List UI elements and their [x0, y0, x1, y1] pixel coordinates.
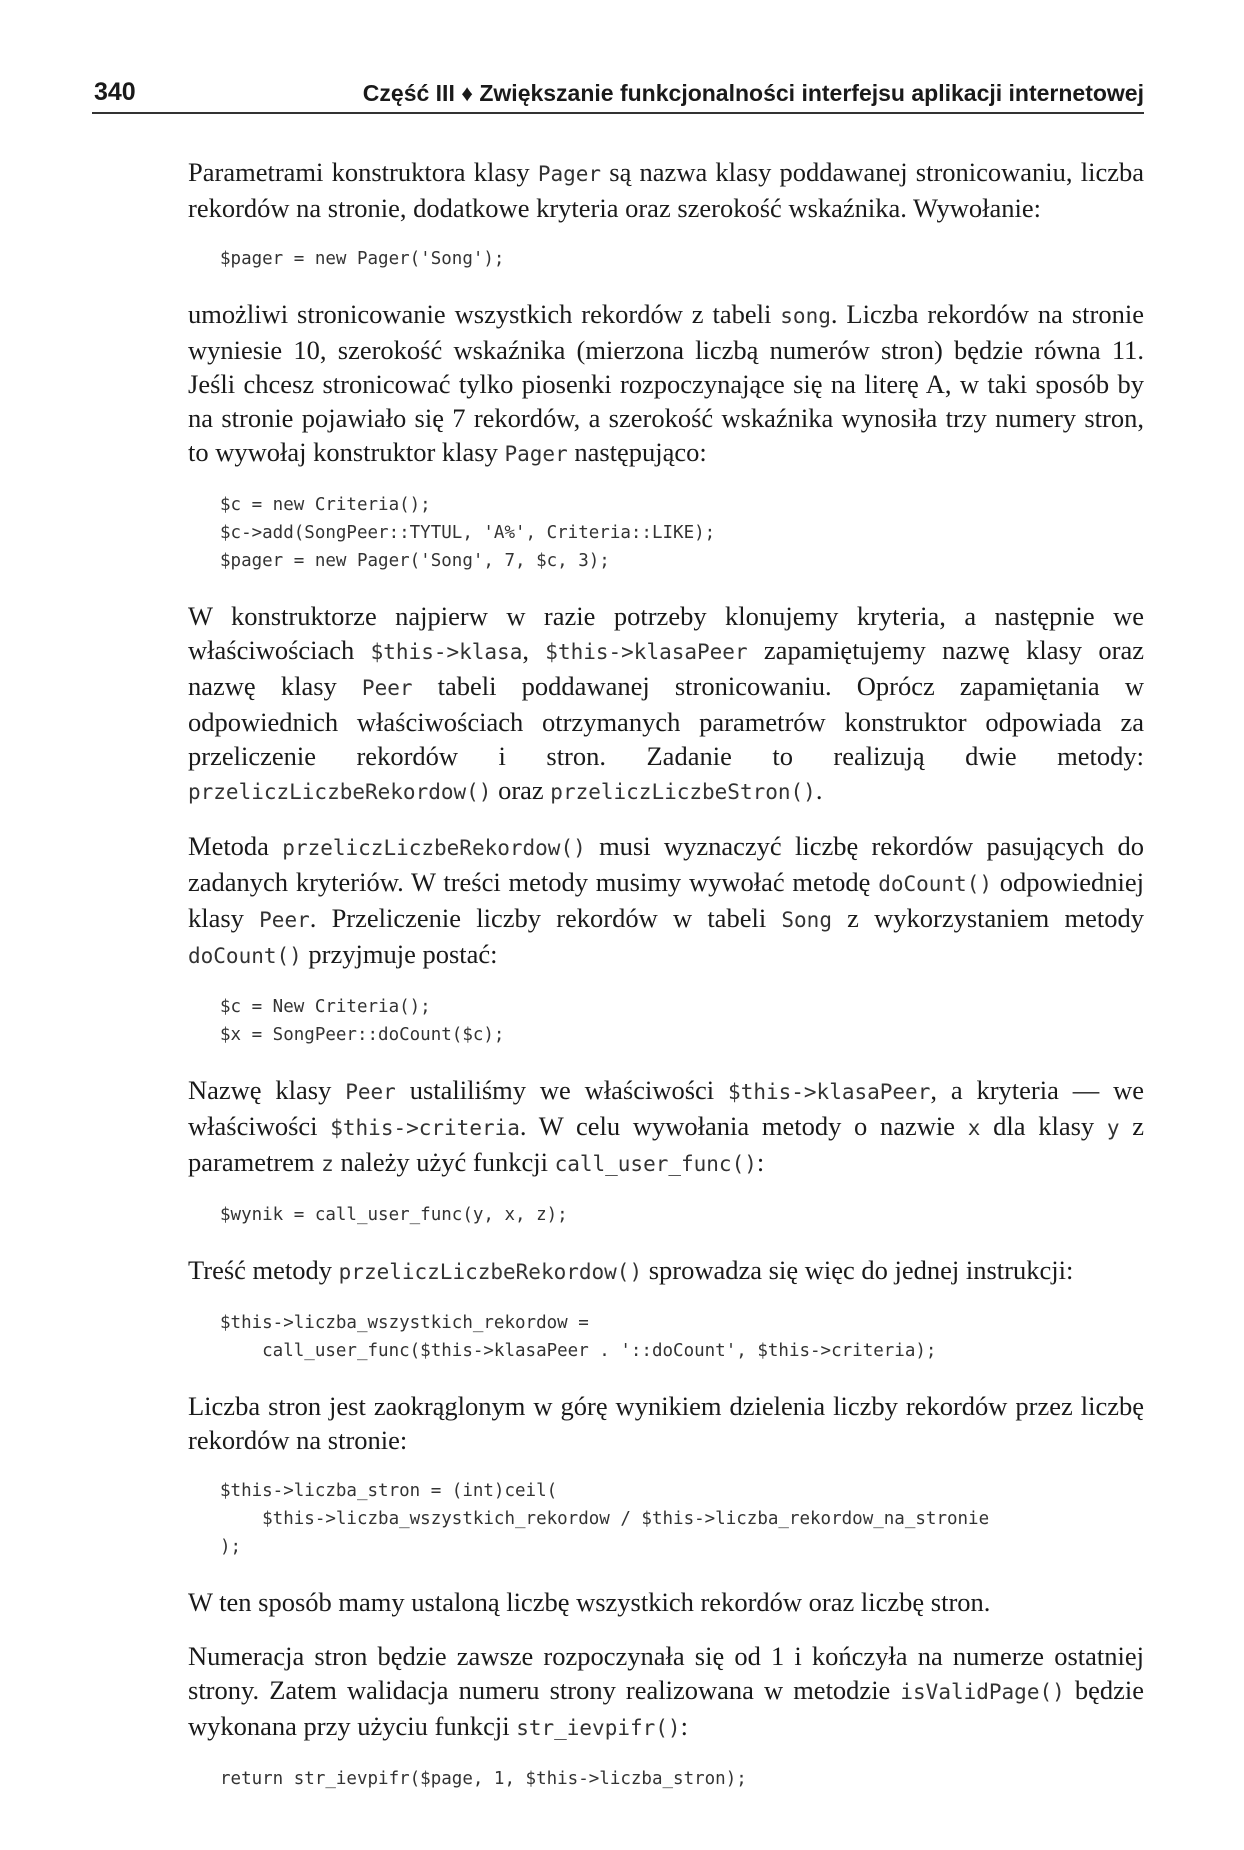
- text: . W celu wywołania metody o nazwie: [519, 1111, 968, 1141]
- text: W ten sposób mamy ustaloną liczbę wszystkich rekordów oraz liczbę stron.: [188, 1587, 991, 1617]
- page-content: [188, 155, 1144, 1817]
- inline-code: Peer: [259, 908, 310, 932]
- text: Numeracja stron będzie zawsze rozpoczynała się od 1 i kończyła na numerze ostatniej strony. Zatem walidacja numeru strony realizowana w metodzie: [188, 1641, 1144, 1705]
- text: z wykorzystaniem metody: [831, 903, 1144, 933]
- text: Nazwę klasy: [188, 1075, 346, 1105]
- code-block: $c = new Criteria(); $c->add(SongPeer::TYTUL, 'A%', Criteria::LIKE); $pager = new Pager('Song', 7, $c, 3);: [220, 495, 716, 571]
- text: są nazwa klasy poddawanej stronicowaniu, liczba rekordów na stronie, dodatkowe kryteria oraz szerokość wskaźnika. Wywołanie:: [188, 157, 1144, 223]
- inline-code: przeliczLiczbeStron(): [550, 780, 816, 804]
- inline-code: przeliczLiczbeRekordow(): [282, 836, 586, 860]
- inline-code: $this->klasa: [370, 640, 523, 664]
- text: musi wyznaczyć liczbę rekordów pasujących do zadanych kryteriów. W treści metody musimy wywołać metodę: [188, 831, 1144, 897]
- page-header: [92, 72, 1144, 114]
- text: tabeli poddawanej stronicowaniu. Oprócz zapamiętania w odpowiednich właściwościach otrzymanych parametrów konstruktor odpowiada za przeliczenie rekordów i stron. Zadanie to realizują dwie metody:: [188, 671, 1144, 771]
- text: z parametrem: [188, 1111, 1145, 1177]
- inline-code: z: [321, 1152, 334, 1176]
- inline-code: call_user_func(): [554, 1152, 757, 1176]
- inline-code: przeliczLiczbeRekordow(): [338, 1260, 643, 1284]
- page-number: 340: [94, 78, 136, 106]
- paragraph: [188, 155, 1144, 225]
- paragraph: [188, 1585, 1144, 1619]
- text: :: [756, 1147, 765, 1177]
- running-title: Część III ♦ Zwiększanie funkcjonalności interfejsu aplikacji internetowej: [362, 80, 1144, 106]
- text: umożliwi stronicowanie wszystkich rekordów z tabeli: [188, 299, 781, 329]
- text: ustaliliśmy we właściwości: [395, 1075, 729, 1105]
- inline-code: $this->klasaPeer: [545, 640, 748, 664]
- paragraph: [188, 1253, 1144, 1289]
- paragraph: [188, 1639, 1144, 1745]
- text: ,: [522, 635, 546, 665]
- code-block: $this->liczba_stron = (int)ceil( $this->liczba_wszystkich_rekordow / $this->liczba_rekordow_na_stronie );: [220, 1481, 990, 1557]
- code-block: return str_ievpifr($page, 1, $this->liczba_stron);: [220, 1769, 747, 1789]
- inline-code: Song: [781, 908, 832, 932]
- inline-code: $this->criteria: [330, 1116, 520, 1140]
- text: Treść metody: [188, 1255, 339, 1285]
- text: przyjmuje postać:: [301, 939, 498, 969]
- text: sprowadza się więc do jednej instrukcji:: [642, 1255, 1074, 1285]
- inline-code: Peer: [361, 676, 413, 700]
- text: , a kryteria — we właściwości: [188, 1075, 1145, 1141]
- inline-code: song: [780, 304, 831, 328]
- text: Liczba stron jest zaokrąglonym w górę wynikiem dzielenia liczby rekordów przez liczbę rekordów na stronie:: [188, 1391, 1144, 1455]
- code-block: $c = New Criteria(); $x = SongPeer::doCount($c);: [220, 997, 505, 1045]
- inline-code: x: [967, 1116, 981, 1140]
- paragraph: [188, 1389, 1144, 1457]
- inline-code: Pager: [537, 162, 602, 186]
- code-block: $wynik = call_user_func(y, x, z);: [220, 1205, 568, 1225]
- text: dla klasy: [980, 1111, 1107, 1141]
- text: należy użyć funkcji: [333, 1147, 555, 1177]
- text: następująco:: [567, 437, 707, 467]
- inline-code: Peer: [345, 1080, 396, 1104]
- inline-code: $this->klasaPeer: [728, 1080, 931, 1104]
- inline-code: isValidPage(): [900, 1680, 1065, 1704]
- paragraph: [188, 1073, 1144, 1181]
- text: . Liczba rekordów na stronie wyniesie 10, szerokość wskaźnika (mierzona liczbą numerów stron) będzie równa 11. Jeśli chcesz stronicować tylko piosenki rozpoczynające się na literę A, w taki sposób by na stronie pojawiało się 7 rekordów, a szerokość wskaźnika wynosiła trzy numery stron, to wywołaj konstruktor klasy: [188, 299, 1144, 467]
- paragraph: [188, 829, 1144, 973]
- text: Metoda: [188, 831, 283, 861]
- text: będzie wykonana przy użyciu funkcji: [188, 1675, 1144, 1741]
- code-block: $this->liczba_wszystkich_rekordow = call_user_func($this->klasaPeer . '::doCount', $this->criteria);: [220, 1313, 937, 1361]
- paragraph: [188, 599, 1144, 809]
- inline-code: Pager: [504, 442, 568, 466]
- text: Parametrami konstruktora klasy: [188, 157, 538, 187]
- inline-code: str_ievpifr(): [516, 1716, 681, 1740]
- text: :: [680, 1711, 688, 1741]
- text: .: [815, 775, 823, 805]
- text: zapamiętujemy nazwę klasy oraz nazwę klasy: [188, 635, 1144, 701]
- inline-code: przeliczLiczbeRekordow(): [188, 780, 492, 804]
- inline-code: doCount(): [878, 872, 992, 896]
- text: W konstruktorze najpierw w razie potrzeby klonujemy kryteria, a następnie we właściwościach: [188, 601, 1144, 665]
- text: . Przeliczenie liczby rekordów w tabeli: [309, 903, 782, 933]
- code-block: $pager = new Pager('Song');: [220, 249, 505, 269]
- text: odpowiedniej klasy: [188, 867, 1145, 933]
- paragraph: [188, 297, 1144, 471]
- inline-code: y: [1106, 1116, 1120, 1140]
- text: oraz: [491, 775, 551, 805]
- inline-code: doCount(): [188, 944, 302, 968]
